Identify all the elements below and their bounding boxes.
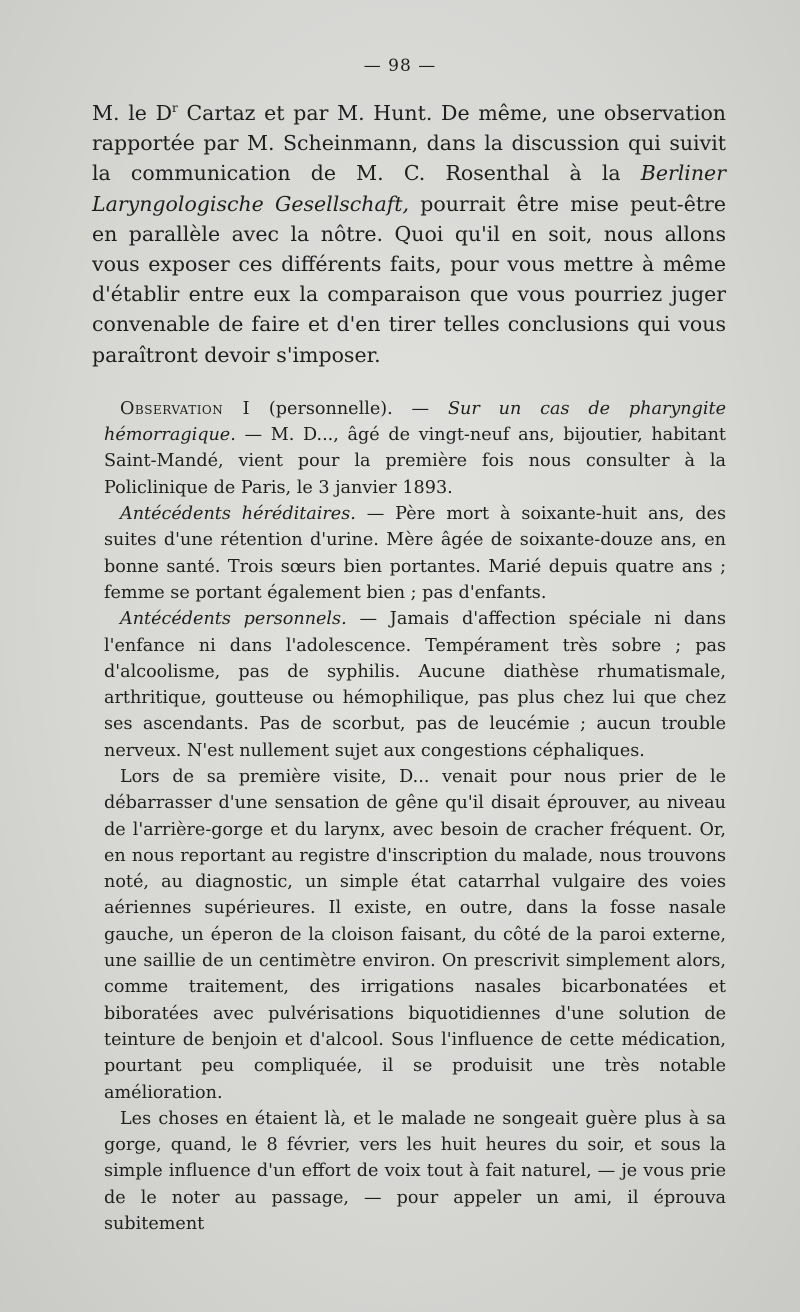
observation-heading-note: (personnelle). — bbox=[250, 398, 448, 419]
intro-text-end: pourrait être mise peut-être en parallèle avec la nôtre. Quoi qu'il en soit, nous allons vous exposer ces différents faits, pour vous mettre à même d'établir entre eux la comparaison que vous pourriez juger convenable de faire et d'en tirer telles conclusions qui vous paraîtront devoir s'imposer. bbox=[92, 191, 726, 367]
observation-heading: Observation I bbox=[120, 398, 251, 419]
page-number: — 98 — bbox=[363, 56, 437, 76]
personal-history-paragraph bbox=[104, 606, 726, 764]
intro-section bbox=[92, 98, 726, 370]
events-paragraph: Les choses en étaient là, et le malade ne songeait guère plus à sa gorge, quand, le 8 février, vers les huit heures du soir, et sous la simple influence d'un effort de voix tout à fait naturel, — je vous prie de le noter au passage, — pour appeler un ami, il éprouva subitement bbox=[104, 1108, 726, 1235]
first-visit-paragraph: Lors de sa première visite, D... venait pour nous prier de le débarrasser d'une sensation de gêne qu'il disait éprouver, au niveau de l'arrière-gorge et du larynx, avec besoin de cracher fréquent. Or, en nous reportant au registre d'inscription du malade, nous trouvons noté, au diagnostic, un simple état catarrhal vulgaire des voies aériennes supérieures. Il existe, en outre, dans la fosse nasale gauche, un éperon de la cloison faisant, du côté de la paroi externe, une saillie de un centimètre environ. On prescrivit simplement alors, comme traitement, des irrigations nasales bicarbonatées et biboratées avec pulvérisations biquotidiennes d'une solution de teinture de benjoin et d'alcool. Sous l'influence de cette médication, pourtant peu compliquée, il se produisit une très notable amélioration. bbox=[104, 766, 726, 1103]
page-body bbox=[92, 98, 726, 1237]
observation-title: Sur un cas de pharyngite hémorragique. bbox=[104, 398, 726, 446]
observation-section bbox=[92, 396, 726, 1238]
personal-history-text: — Jamais d'affection spéciale ni dans l'enfance ni dans l'adolescence. Tempérament très sobre ; pas d'alcoolisme, pas de syphilis. Aucune diathèse rhumatismale, arthritique, goutteuse ou hémophilique, pas plus chez lui que chez ses ascendants. Pas de scorbut, pas de leucémie ; aucun trouble nerveux. N'est nullement sujet aux congestions céphaliques. bbox=[104, 609, 726, 761]
personal-history-label: Antécédents personnels. bbox=[120, 609, 347, 630]
journal-title: Berliner Laryngologische Gesellschaft, bbox=[92, 161, 726, 216]
intro-paragraph bbox=[92, 98, 726, 370]
intro-text-start: M. le D bbox=[92, 101, 173, 125]
observation-heading-paragraph bbox=[104, 396, 726, 501]
heredity-paragraph bbox=[104, 501, 726, 606]
intro-superscript: r bbox=[172, 101, 178, 116]
intro-text-mid: Cartaz et par M. Hunt. De même, une observation rapportée par M. Scheinmann, dans la discussion qui suivit la communication de M. C. Rosenthal à la bbox=[92, 101, 726, 186]
heredity-text: — Père mort à soixante-huit ans, des suites d'une rétention d'urine. Mère âgée de soixante-douze ans, en bonne santé. Trois sœurs bien portantes. Marié depuis quatre ans ; femme se portant également bien ; pas d'enfants. bbox=[104, 504, 726, 603]
heredity-label: Antécédents héréditaires. bbox=[120, 504, 356, 525]
observation-intro-text: — M. D..., âgé de vingt-neuf ans, bijoutier, habitant Saint-Mandé, vient pour la première fois nous consulter à la Policlinique de Paris, le 3 janvier 1893. bbox=[104, 425, 726, 498]
